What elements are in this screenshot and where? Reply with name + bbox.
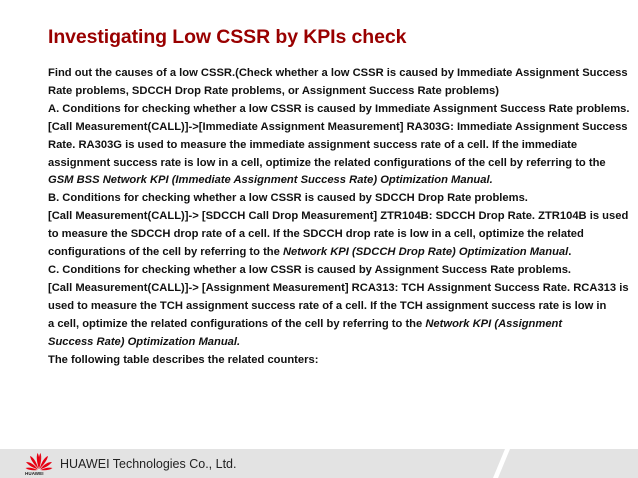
manual-reference: Network KPI (Assignment [425, 317, 563, 330]
text-line: used to measure the TCH assignment success rate of a cell. If the TCH assignment success rate is low in [48, 299, 607, 312]
text-line: Rate problems, SDCCH Drop Rate problems, or Assignment Success Rate problems) [48, 84, 499, 97]
condition-c-heading [48, 262, 628, 280]
table-intro [48, 352, 628, 370]
condition-b-detail [48, 208, 628, 262]
company-name: HUAWEI Technologies Co., Ltd. [60, 457, 237, 471]
text-line [48, 244, 628, 262]
text-fragment: a cell, optimize the related configurations of the cell by referring to the [48, 317, 426, 330]
text-line: Rate. RA303G is used to measure the immediate assignment success rate of a cell. If the immediate [48, 138, 578, 151]
text-line: Find out the causes of a low CSSR.(Check whether a low CSSR is caused by Immediate Assignment Success [48, 67, 628, 79]
text-line: assignment success rate is low in a cell, optimize the related configurations of the cell by referring to the [48, 156, 606, 169]
text-line: A. Conditions for checking whether a low CSSR is caused by Immediate Assignment Success Rate problems. [48, 102, 630, 115]
text-line: B. Conditions for checking whether a low CSSR is caused by SDCCH Drop Rate problems. [48, 192, 528, 205]
manual-reference: Network KPI (SDCCH Drop Rate) Optimization Manual [282, 246, 569, 259]
text-fragment: configurations of the cell by referring to the [48, 246, 283, 259]
manual-reference: Success Rate) Optimization Manual. [48, 335, 241, 348]
text-line: [Call Measurement(CALL)]-> [SDCCH Call Drop Measurement] ZTR104B: SDCCH Drop Rate. ZTR104B is used [48, 210, 629, 223]
logo-wordmark: HUAWEI [25, 471, 44, 476]
text-line: C. Conditions for checking whether a low CSSR is caused by Assignment Success Rate problems. [48, 263, 572, 276]
condition-b-heading [48, 190, 628, 208]
condition-c-detail [48, 280, 628, 352]
text-line: [Call Measurement(CALL)]->[Immediate Assignment Measurement] RA303G: Immediate Assignment Success [48, 120, 628, 133]
intro-paragraph [48, 65, 628, 101]
text-fragment: . [568, 246, 572, 259]
slide-body [48, 65, 628, 369]
manual-reference: GSM BSS Network KPI (Immediate Assignment Success Rate) Optimization Manual. [48, 174, 493, 187]
condition-a-detail [48, 119, 628, 191]
condition-a-heading [48, 101, 628, 119]
text-line [48, 316, 628, 334]
text-line: The following table describes the related counters: [48, 353, 319, 366]
slide-title: Investigating Low CSSR by KPIs check [48, 26, 407, 48]
text-line: to measure the SDCCH drop rate of a cell. If the SDCCH drop rate is low in a cell, optimize the related [48, 228, 584, 241]
text-line: [Call Measurement(CALL)]-> [Assignment Measurement] RCA313: TCH Assignment Success Rate. RCA313 is [48, 281, 629, 294]
